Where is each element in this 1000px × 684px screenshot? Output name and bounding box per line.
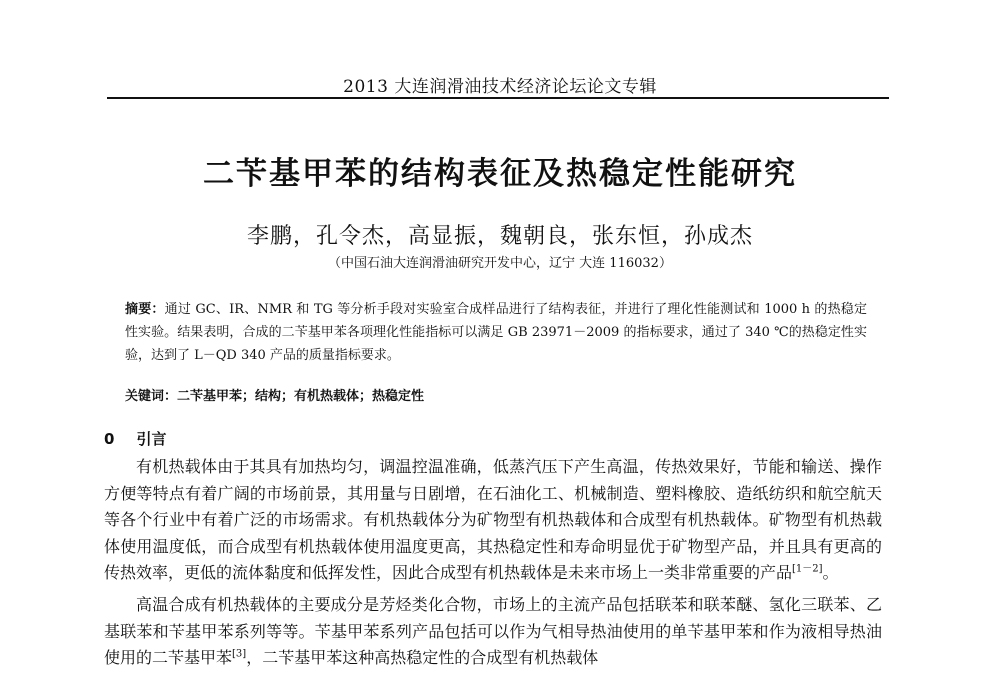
section-title: 引言 [136, 430, 167, 448]
author-list: 李鹏，孔令杰，高显振，魏朝良，张东恒，孙成杰 [246, 224, 753, 249]
abstract [125, 298, 867, 367]
header-rule [107, 97, 889, 99]
keywords-label: 关键词： [125, 389, 178, 404]
citation: [1－2] [792, 564, 823, 576]
body-text [104, 454, 882, 672]
citation: [3] [232, 648, 247, 660]
section-number: 0 [104, 430, 115, 448]
paragraph-text: 高温合成有机热载体的主要成分是芳烃类化合物，市场上的主流产品包括联苯和联苯醚、氢化三联苯、乙基联苯和苄基甲苯系列等等。苄基甲苯系列产品包括可以作为气相导热油使用的单苄基甲苯和作为液相导热油使用的二苄基甲苯 [104, 594, 882, 668]
paragraph-text-end: ，二苄基甲苯这种高热稳定性的合成型有机热载体 [246, 648, 599, 668]
keywords-text: 二苄基甲苯；结构；有机热载体；热稳定性 [177, 389, 425, 404]
proceedings-header: 2013 大连润滑油技术经济论坛论文专辑 [343, 77, 657, 97]
paper-title: 二苄基甲苯的结构表征及热稳定性能研究 [203, 156, 797, 192]
abstract-text: 通过 GC、IR、NMR 和 TG 等分析手段对实验室合成样品进行了结构表征，并进行了理化性能测试和 1000 h 的热稳定性实验。结果表明，合成的二苄基甲苯各项理化性能指标可以满足 GB 23971－2009 的指标要求，通过了 340 ℃的热稳定性实验，达到了 L－QD 340 产品的质量指标要求。 [125, 302, 867, 363]
paragraph-text: 有机热载体由于其具有加热均匀，调温控温准确，低蒸汽压下产生高温，传热效果好，节能和输送、操作方便等特点有着广阔的市场前景，其用量与日剧增，在石油化工、机械制造、塑料橡胶、造纸纺织和航空航天等各个行业中有着广泛的市场需求。有机热载体分为矿物型有机热载体和合成型有机热载体。矿物型有机热载体使用温度低，而合成型有机热载体使用温度更高，其热稳定性和寿命明显优于矿物型产品，并且具有更高的传热效率，更低的流体黏度和低挥发性，因此合成型有机热载体是未来市场上一类非常重要的产品 [104, 457, 882, 583]
affiliation: （中国石油大连润滑油研究开发中心，辽宁 大连 116032） [328, 256, 672, 271]
keywords [125, 385, 867, 404]
section-heading [104, 428, 166, 449]
paragraph [104, 592, 882, 672]
abstract-label: 摘要： [125, 302, 165, 317]
paragraph-text-end: 。 [822, 563, 839, 583]
paragraph [104, 454, 882, 587]
